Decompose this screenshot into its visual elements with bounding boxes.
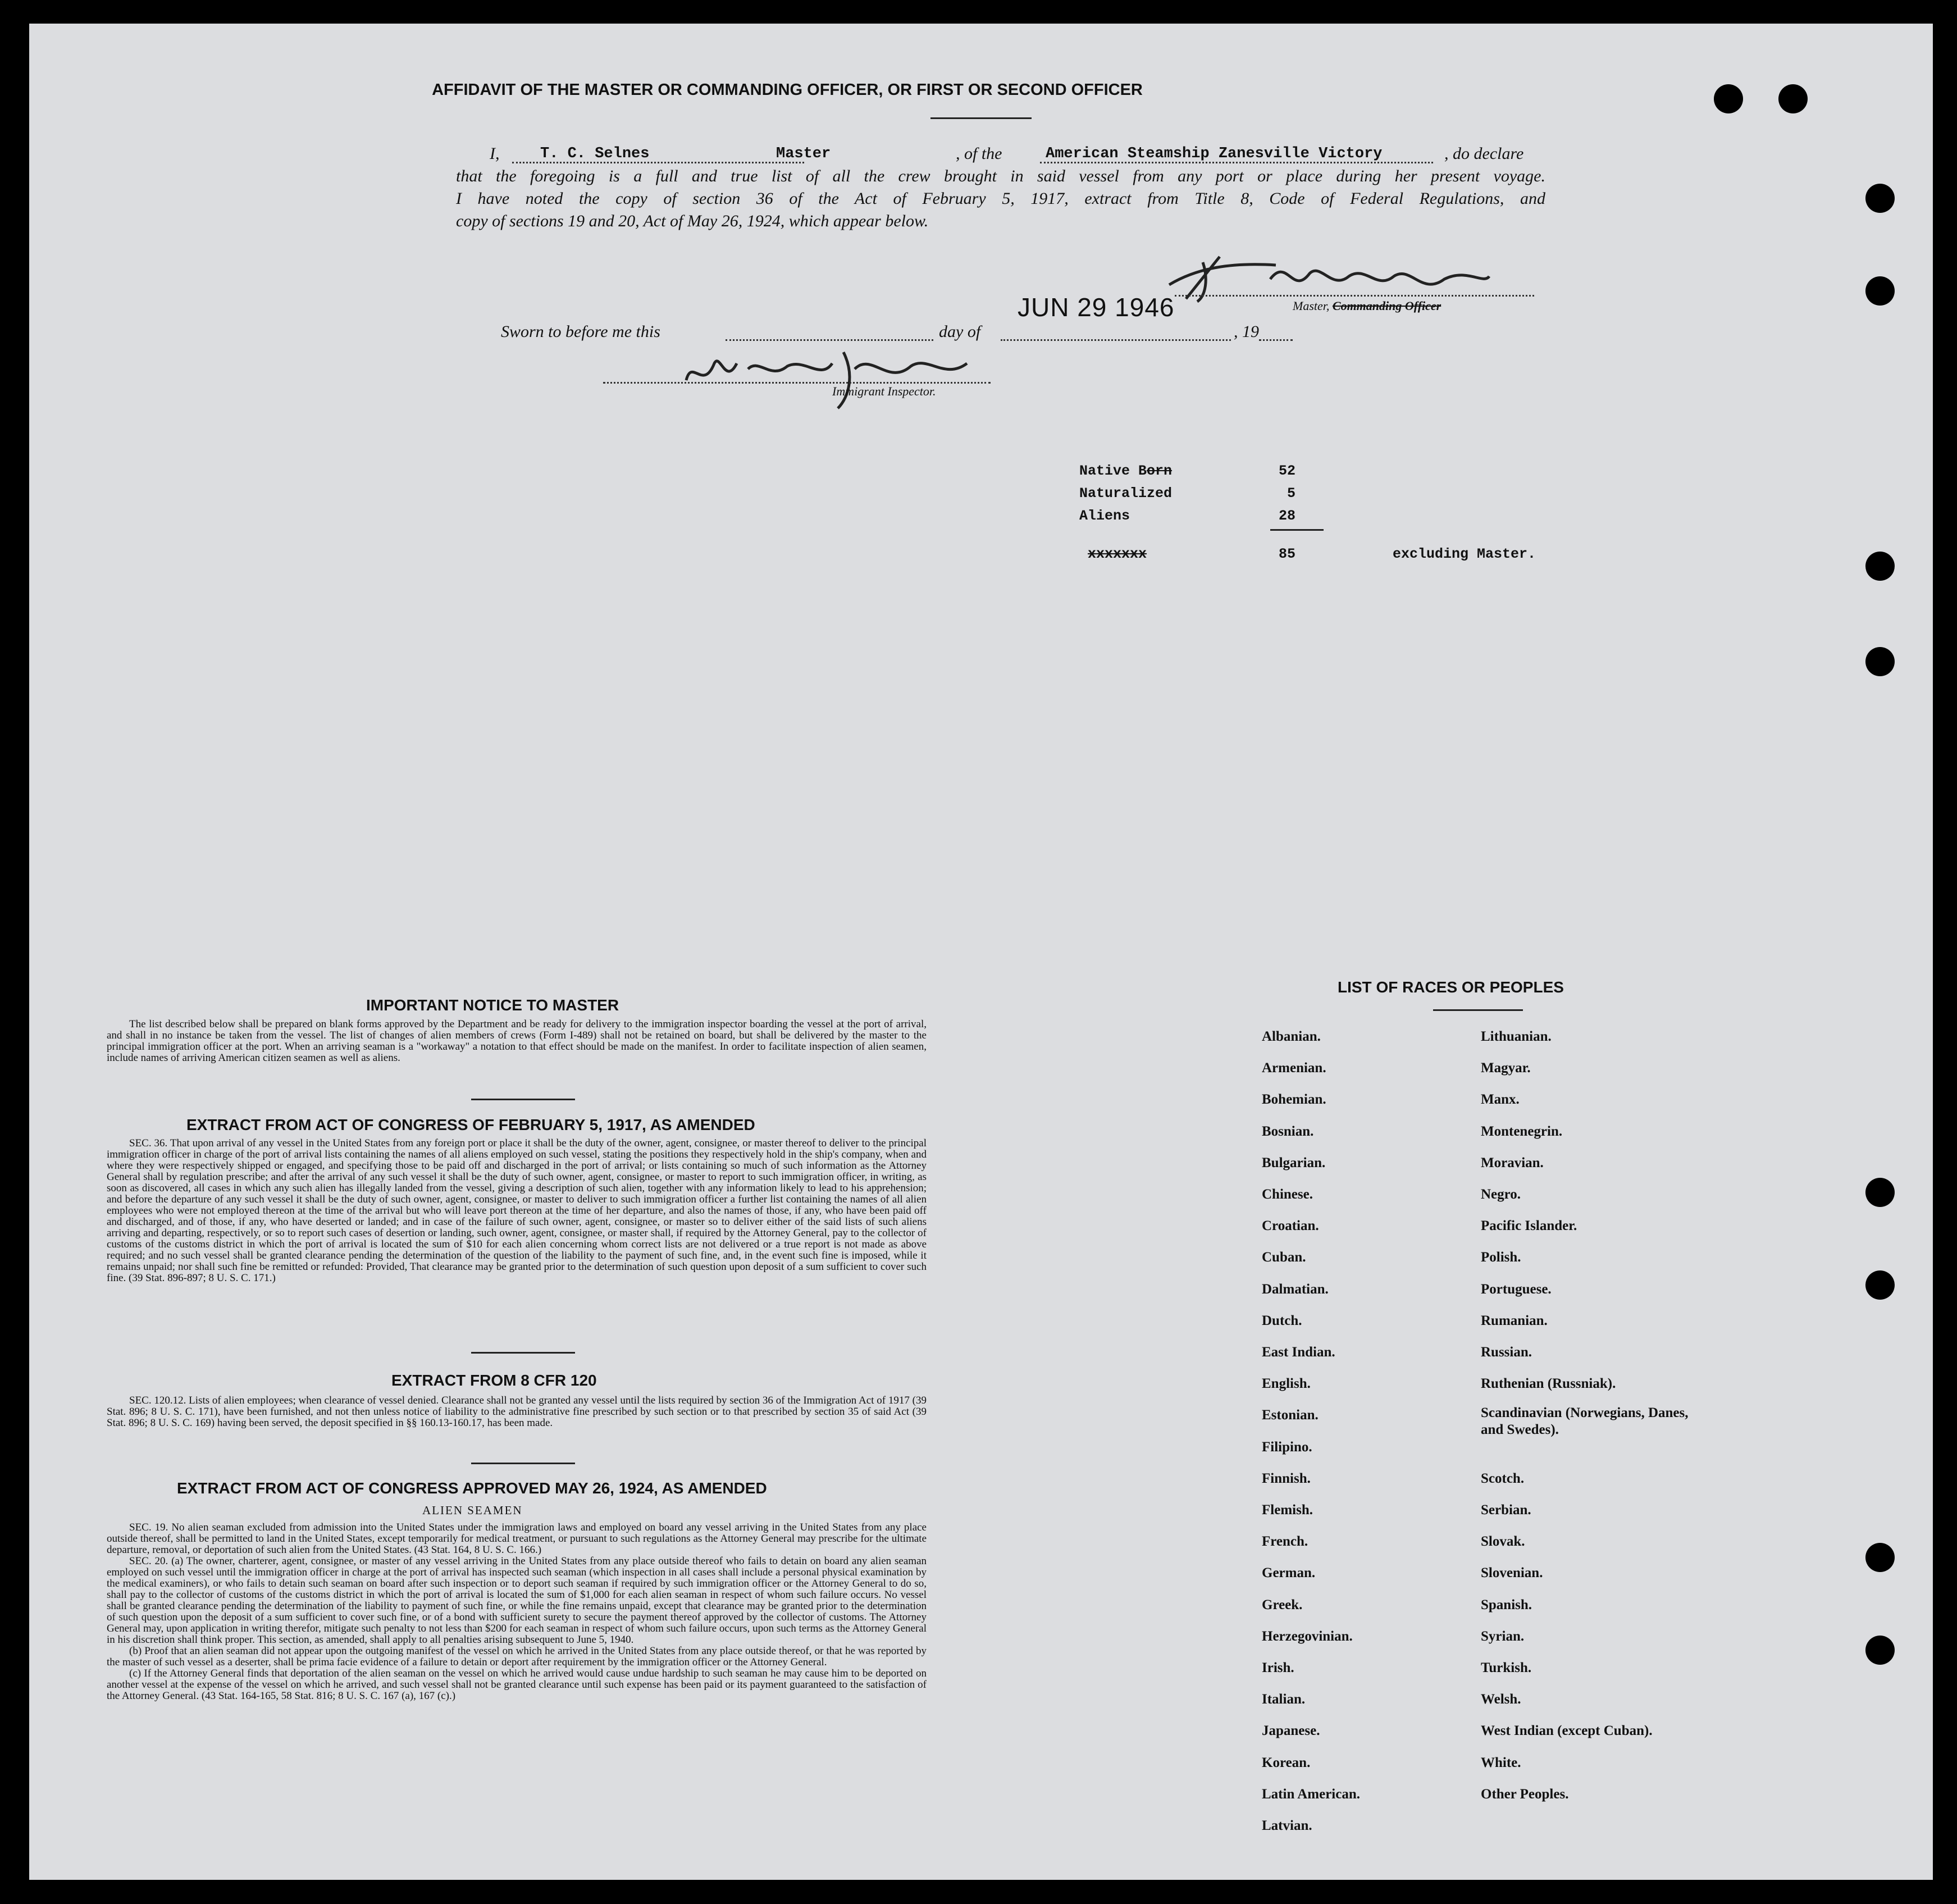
race-item: Japanese.: [1262, 1723, 1320, 1739]
race-item: Latin American.: [1262, 1786, 1360, 1802]
race-item: Chinese.: [1262, 1187, 1313, 1202]
race-item: Korean.: [1262, 1755, 1311, 1770]
declaration-line-3: I have noted the copy of section 36 of the Act of February 5, 1917, extract from Title 8, Code of Federal Regulations, and: [456, 189, 1545, 208]
race-item: Russian.: [1481, 1345, 1532, 1360]
race-item: French.: [1262, 1534, 1308, 1550]
sworn-line: Sworn to before me this day of , 19: [501, 322, 1298, 348]
notice-body: The list described below shall be prepared on blank forms approved by the Department and be ready for delivery to the immigration inspector boarding the vessel at the port of arrival, and shall in no instance be taken from the vessel. The list of changes of alien members of crews (Form I-489) shall not be retained on board, but shall be delivered by the master to the principal immigration officer at the port. When an arriving seaman is a "workaway" a notation to that effect should be made on the manifest. In order to facilitate inspection of alien seamen, include names of arriving American citizen seamen as well as aliens.: [107, 1018, 927, 1064]
race-item: Flemish.: [1262, 1502, 1313, 1518]
sum-rule: [1270, 529, 1324, 531]
race-item: Dutch.: [1262, 1313, 1302, 1328]
divider: [471, 1463, 575, 1464]
stat-native-born: Native Born: [1079, 463, 1173, 479]
race-item: Moravian.: [1481, 1155, 1544, 1170]
race-item: Other Peoples.: [1481, 1786, 1569, 1802]
declaration-i: I,: [490, 144, 500, 163]
divider: [471, 1099, 575, 1100]
divider: [471, 1352, 575, 1354]
race-item: Lithuanian.: [1481, 1029, 1552, 1044]
race-item: Serbian.: [1481, 1502, 1531, 1518]
punch-hole: [1865, 184, 1895, 213]
race-item: West Indian (except Cuban).: [1481, 1723, 1653, 1739]
document-page: [29, 24, 1933, 1880]
race-item: Portuguese.: [1481, 1281, 1552, 1297]
race-item: Syrian.: [1481, 1628, 1525, 1644]
declaration-line-2: that the foregoing is a full and true list of all the crew brought in said vessel from any port or place during her present voyage.: [456, 167, 1545, 185]
stat-naturalized: Naturalized: [1079, 485, 1173, 502]
race-item: Latvian.: [1262, 1818, 1312, 1833]
race-item: Herzegovinian.: [1262, 1628, 1353, 1644]
stat-excluding: excluding Master.: [1393, 546, 1536, 562]
race-item: Dalmatian.: [1262, 1281, 1329, 1297]
race-item: Montenegrin.: [1481, 1123, 1563, 1139]
race-item: Negro.: [1481, 1187, 1521, 1202]
inspector-caption: Immigrant Inspector.: [832, 384, 936, 398]
declaration: [456, 143, 1545, 233]
extract-1924-title: EXTRACT FROM ACT OF CONGRESS APPROVED MAY 26, 1924, AS AMENDED: [177, 1479, 767, 1497]
stat-total-label: xxxxxxx: [1088, 546, 1147, 562]
inspector-signature: [675, 341, 978, 414]
race-item: White.: [1481, 1755, 1521, 1770]
extract-cfr-body: SEC. 120.12. Lists of alien employees; when clearance of vessel denied. Clearance shall not be granted any vessel until the lists required by section 36 of the Immigration Act of 1917 (39 Stat. 896; 8 U. S. C. 171), have been furnished, and not then unless notice of liability to the administrative fine prescribed by such section or to that prescribed by section 35 of said Act (39 Stat. 896; 8 U. S. C. 169) having been served, the deposit specified in §§ 160.13-160.17, has been made.: [107, 1395, 927, 1429]
fill-line: [1259, 339, 1293, 341]
race-item: Scandinavian (Norwegians, Danes, and Swedes).: [1481, 1405, 1689, 1438]
extract-1924-body: SEC. 19. No alien seaman excluded from admission into the United States under the immigration laws and employed on board any vessel arriving in the United States from any place outside thereof, shall be permitted to land in the United States, except temporarily for medical treatment, or pursuant to such regulations as the Attorney General may prescribe for the ultimate departure, removal, or deportation of such alien from the United States. (43 Stat. 164, 8 U. S. C. 166.) SEC. 20. (a) The owner, charterer, agent, consignee, or master of any vessel arriving in the United States from any place outside thereof who fails to detain on board any alien seaman employed on such vessel until the immigration officer in charge at the port of arrival has inspected such seaman (which inspection in all cases shall include a personal physical examination by the medical examiners), or who fails to detain such seaman on board after such inspection or to deport such seaman if required by such immigration officer or the Attorney General to do so, shall pay to the collector of customs of the customs district in which the port of arrival is located the sum of $1,000 for each alien seaman in respect of whom such failure occurs. No vessel shall be granted clearance pending the determination of the liability to payment of such fine, or while the fine remains unpaid, except that clearance may be granted prior to the determination of such question upon the deposit of a sum sufficient to cover such fine, or of a bond with sufficient surety to secure the payment thereof approved by the collector of customs. The Attorney General may, upon application in writing therefor, mitigate such penalty to not less than $200 for each seaman in respect of whom such failure occurs, upon such terms as the Attorney General in his discretion shall think proper. This section, as amended, shall apply to all penalties arising subsequent to June 5, 1940. (b) Proof that an alien seaman did not appear upon the outgoing manifest of the vessel on which he arrived in the United States from any place outside thereof, or that he was reported by the master of such vessel as a deserter, shall be prima facie evidence of a failure to detain or deport after requirement by the immigration officer or the Attorney General. (c) If the Attorney General finds that deportation of the alien seaman on the vessel on which he arrived would cause undue hardship to such seaman he may cause him to be deported on another vessel at the expense of the vessel on which he arrived, and such vessel shall not be granted clearance until such expense has been paid or its payment guaranteed to the satisfaction of the Attorney General. (43 Stat. 164-165, 58 Stat. 816; 8 U. S. C. 167 (a), 167 (c).): [107, 1522, 927, 1702]
punch-hole: [1865, 1543, 1895, 1572]
extract-1917-body: SEC. 36. That upon arrival of any vessel in the United States from any foreign port or place it shall be the duty of the owner, agent, consignee, or master thereof to deliver to the principal immigration officer in charge of the port of arrival lists containing the names of all aliens employed on such vessel, stating the positions they respectively hold in the ship's company, when and where they were respectively shipped or engaged, and specifying those to be paid off and discharged in the port of arrival; or lists containing so much of such information as the Attorney General shall by regulation prescribe; and after the arrival of any such vessel it shall be the duty of such owner, agent, consignee, or master to report to such immigration officer, in writing, as soon as discovered, all cases in which any such alien has illegally landed from the vessel, giving a description of such alien, together with any information likely to lead to his apprehension; and before the departure of any such vessel it shall be the duty of such owner, agent, consignee, or master to deliver to such immigration officer a further list containing the names of all alien employees who were not employed thereon at the time of the arrival but who will leave port thereon at the time of her departure, and also the names of those, if any, who have been paid off and discharged, and of those, if any, who have deserted or landed; and in case of the failure of such owner, agent, consignee, or master so to deliver either of the said lists of such aliens arriving and departing, respectively, or so to report such cases of desertion or landing, such owner, agent, consignee, or master shall, if required by the Attorney General, pay to the collector of customs of the customs district in which the port of arrival is located the sum of $10 for each alien concerning whom correct lists are not delivered or a true report is not made as above required; and no such vessel shall be granted clearance pending the determination of the question of the liability to the payment of such fine, and, in the event such fine is imposed, while it remains unpaid; nor shall such fine be remitted or refunded: Provided, That clearance may be granted prior to the determination of such question upon deposit of a sum sufficient to cover such fine. (39 Stat. 896-897; 8 U. S. C. 171.): [107, 1137, 927, 1284]
race-item: Irish.: [1262, 1660, 1294, 1675]
race-item: Cuban.: [1262, 1250, 1306, 1265]
race-item: Pacific Islander.: [1481, 1218, 1577, 1234]
race-item: Greek.: [1262, 1597, 1303, 1613]
races-title: LIST OF RACES OR PEOPLES: [1338, 978, 1564, 996]
race-item: Magyar.: [1481, 1060, 1531, 1076]
divider: [930, 117, 1032, 119]
divider: [1433, 1009, 1523, 1011]
race-item: Slovak.: [1481, 1534, 1525, 1550]
race-item: Croatian.: [1262, 1218, 1319, 1234]
race-item: Bosnian.: [1262, 1123, 1314, 1139]
stat-native-born-value: 52: [1279, 463, 1296, 479]
punch-hole: [1865, 1636, 1895, 1665]
declaration-line-4: copy of sections 19 and 20, Act of May 26, 1924, which appear below.: [456, 212, 929, 230]
master-signature: [1152, 245, 1512, 307]
punch-hole: [1865, 552, 1895, 581]
fill-line: [1040, 162, 1433, 163]
extract-1924-subtitle: ALIEN SEAMEN: [422, 1504, 523, 1517]
declaration-of: , of the: [956, 144, 1002, 163]
fill-line: [603, 382, 991, 384]
race-item: Ruthenian (Russniak).: [1481, 1376, 1616, 1392]
extract-1917-title: EXTRACT FROM ACT OF CONGRESS OF FEBRUARY 5, 1917, AS AMENDED: [186, 1116, 755, 1133]
race-item: Filipino.: [1262, 1439, 1312, 1455]
affidavit-title: AFFIDAVIT OF THE MASTER OR COMMANDING OFFICER, OR FIRST OR SECOND OFFICER: [432, 81, 1143, 99]
race-item: German.: [1262, 1565, 1316, 1581]
race-item: Slovenian.: [1481, 1565, 1543, 1581]
race-item: Finnish.: [1262, 1470, 1311, 1486]
punch-hole: [1865, 647, 1895, 676]
race-item: Italian.: [1262, 1692, 1306, 1707]
race-item: Turkish.: [1481, 1660, 1532, 1675]
punch-hole: [1778, 84, 1808, 113]
fill-line: [1175, 295, 1534, 297]
race-item: Armenian.: [1262, 1060, 1326, 1076]
declaration-do-declare: , do declare: [1444, 144, 1524, 163]
race-item: Rumanian.: [1481, 1313, 1548, 1328]
race-item: Welsh.: [1481, 1692, 1521, 1707]
punch-hole: [1714, 84, 1743, 113]
stat-total-value: 85: [1279, 546, 1296, 562]
date-stamp: JUN 29 1946: [1018, 293, 1175, 322]
fill-line: [1001, 339, 1231, 341]
race-item: Albanian.: [1262, 1029, 1321, 1044]
race-item: Spanish.: [1481, 1597, 1532, 1613]
punch-hole: [1865, 1270, 1895, 1300]
punch-hole: [1865, 1178, 1895, 1207]
vessel-name: American Steamship Zanesville Victory: [1046, 145, 1383, 162]
race-item: East Indian.: [1262, 1345, 1335, 1360]
punch-hole: [1865, 276, 1895, 306]
master-caption: Master, Commanding Officer: [1293, 299, 1441, 313]
race-item: Bulgarian.: [1262, 1155, 1326, 1170]
notice-title: IMPORTANT NOTICE TO MASTER: [366, 996, 619, 1014]
stat-aliens-value: 28: [1279, 508, 1296, 524]
race-item: Estonian.: [1262, 1407, 1319, 1423]
race-item: Scotch.: [1481, 1470, 1525, 1486]
declaration-line-1: [456, 143, 1545, 165]
master-name: T. C. Selnes: [540, 145, 650, 162]
stat-aliens: Aliens: [1079, 508, 1130, 524]
race-item: Manx.: [1481, 1092, 1520, 1108]
race-item: Bohemian.: [1262, 1092, 1326, 1108]
race-item: English.: [1262, 1376, 1311, 1392]
fill-line: [512, 162, 804, 163]
race-item: Polish.: [1481, 1250, 1521, 1265]
stat-naturalized-value: 5: [1287, 485, 1296, 502]
master-title: Master: [776, 145, 831, 162]
extract-cfr-title: EXTRACT FROM 8 CFR 120: [391, 1372, 597, 1389]
